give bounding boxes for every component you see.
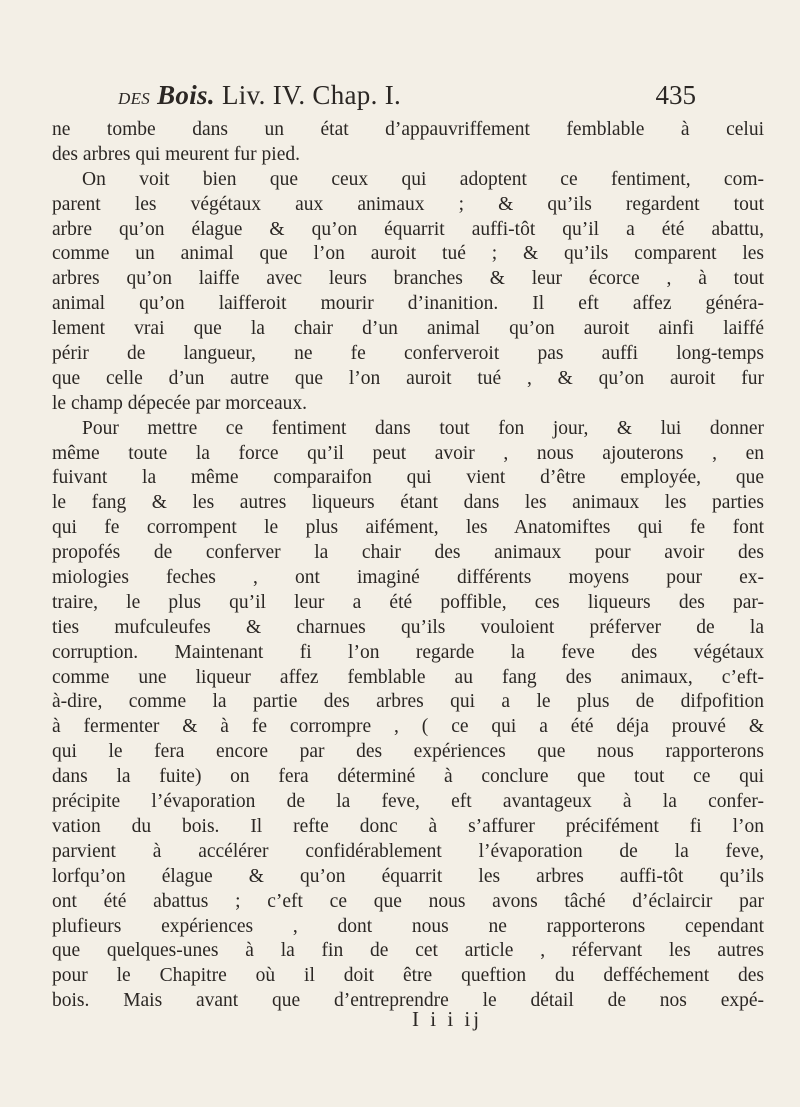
signature-mark: I i i ij <box>412 1007 483 1031</box>
text-line: pour le Chapitre où il doit être queftion du defféchement des <box>52 965 764 987</box>
text-line: arbres qu’on laiffe avec leurs branches & leur écorce , à tout <box>52 268 764 290</box>
body-text <box>52 118 764 1014</box>
text-line: lorfqu’on élague & qu’on équarrit les arbres auffi-tôt qu’ils <box>52 865 764 887</box>
text-line: parent les végétaux aux animaux ; & qu’ils regardent tout <box>52 193 764 215</box>
running-head-main: Bois. <box>157 80 215 110</box>
text-line: qui le fera encore par des expériences que nous rapporterons <box>52 741 764 763</box>
text-line: ont été abattus ; c’eft ce que nous avons tâché d’éclaircir par <box>52 890 764 912</box>
text-line: périr de langueur, ne fe conferveroit pas auffi long-temps <box>52 343 764 365</box>
text-line: le fang & les autres liqueurs étant dans les animaux les parties <box>52 492 764 514</box>
text-line: parvient à accélérer confidérablement l’évaporation de la feve, <box>52 840 764 862</box>
running-head-chapter: Liv. IV. Chap. I. <box>221 80 402 110</box>
text-line: vation du bois. Il refte donc à s’affurer précifément fi l’on <box>52 815 764 837</box>
text-line: propofés de conferver la chair des animaux pour avoir des <box>52 542 764 564</box>
running-head-title <box>118 80 401 111</box>
text-line: à-dire, comme la partie des arbres qui a le plus de difpofition <box>52 691 764 713</box>
text-line: même toute la force qu’il peut avoir , nous ajouterons , en <box>52 442 764 464</box>
text-line: que quelques-unes à la fin de cet article , réfervant les autres <box>52 940 764 962</box>
text-line: dans la fuite) on fera déterminé à conclure que tout ce qui <box>52 766 764 788</box>
text-line: précipite l’évaporation de la feve, eft avantageux à la confer- <box>52 791 764 813</box>
text-line: que celle d’un autre que l’on auroit tué , & qu’on auroit fur <box>52 367 764 389</box>
text-line: le champ dépecée par morceaux. <box>52 392 307 414</box>
text-line: traire, le plus qu’il leur a été poffible, ces liqueurs des par- <box>52 591 764 613</box>
text-line: comme un animal que l’on auroit tué ; & qu’ils comparent les <box>52 243 764 265</box>
text-line: bois. Mais avant que d’entreprendre le détail de nos expé- <box>52 990 764 1012</box>
running-head <box>118 80 696 114</box>
text-line: comme une liqueur affez femblable au fang des animaux, c’eft- <box>52 666 764 688</box>
text-line: On voit bien que ceux qui adoptent ce fentiment, com- <box>82 168 764 190</box>
text-line: qui fe corrompent le plus aifément, les Anatomiftes qui fe font <box>52 517 764 539</box>
text-line: des arbres qui meurent fur pied. <box>52 143 300 165</box>
text-line: Pour mettre ce fentiment dans tout fon jour, & lui donner <box>82 417 764 439</box>
text-line: animal qu’on laifferoit mourir d’inanition. Il eft affez généra- <box>52 293 764 315</box>
text-line: fuivant la même comparaifon qui vient d’être employée, que <box>52 467 764 489</box>
text-line: ne tombe dans un état d’appauvriffement femblable à celui <box>52 119 764 140</box>
text-line: plufieurs expériences , dont nous ne rapporterons cependant <box>52 915 764 937</box>
text-line: miologies feches , ont imaginé différents moyens pour ex- <box>52 567 764 589</box>
text-line: arbre qu’on élague & qu’on équarrit auffi-tôt qu’il a été abattu, <box>52 218 764 240</box>
running-head-prefix: des <box>118 84 151 110</box>
text-line: ties mufculeufes & charnues qu’ils vouloient préferver de la <box>52 616 764 638</box>
text-line: lement vrai que la chair d’un animal qu’on auroit ainfi laiffé <box>52 318 764 340</box>
page-number: 435 <box>655 80 696 110</box>
text-line: à fermenter & à fe corrompre , ( ce qui a été déja prouvé & <box>52 716 764 738</box>
text-line: corruption. Maintenant fi l’on regarde la feve des végétaux <box>52 641 764 663</box>
